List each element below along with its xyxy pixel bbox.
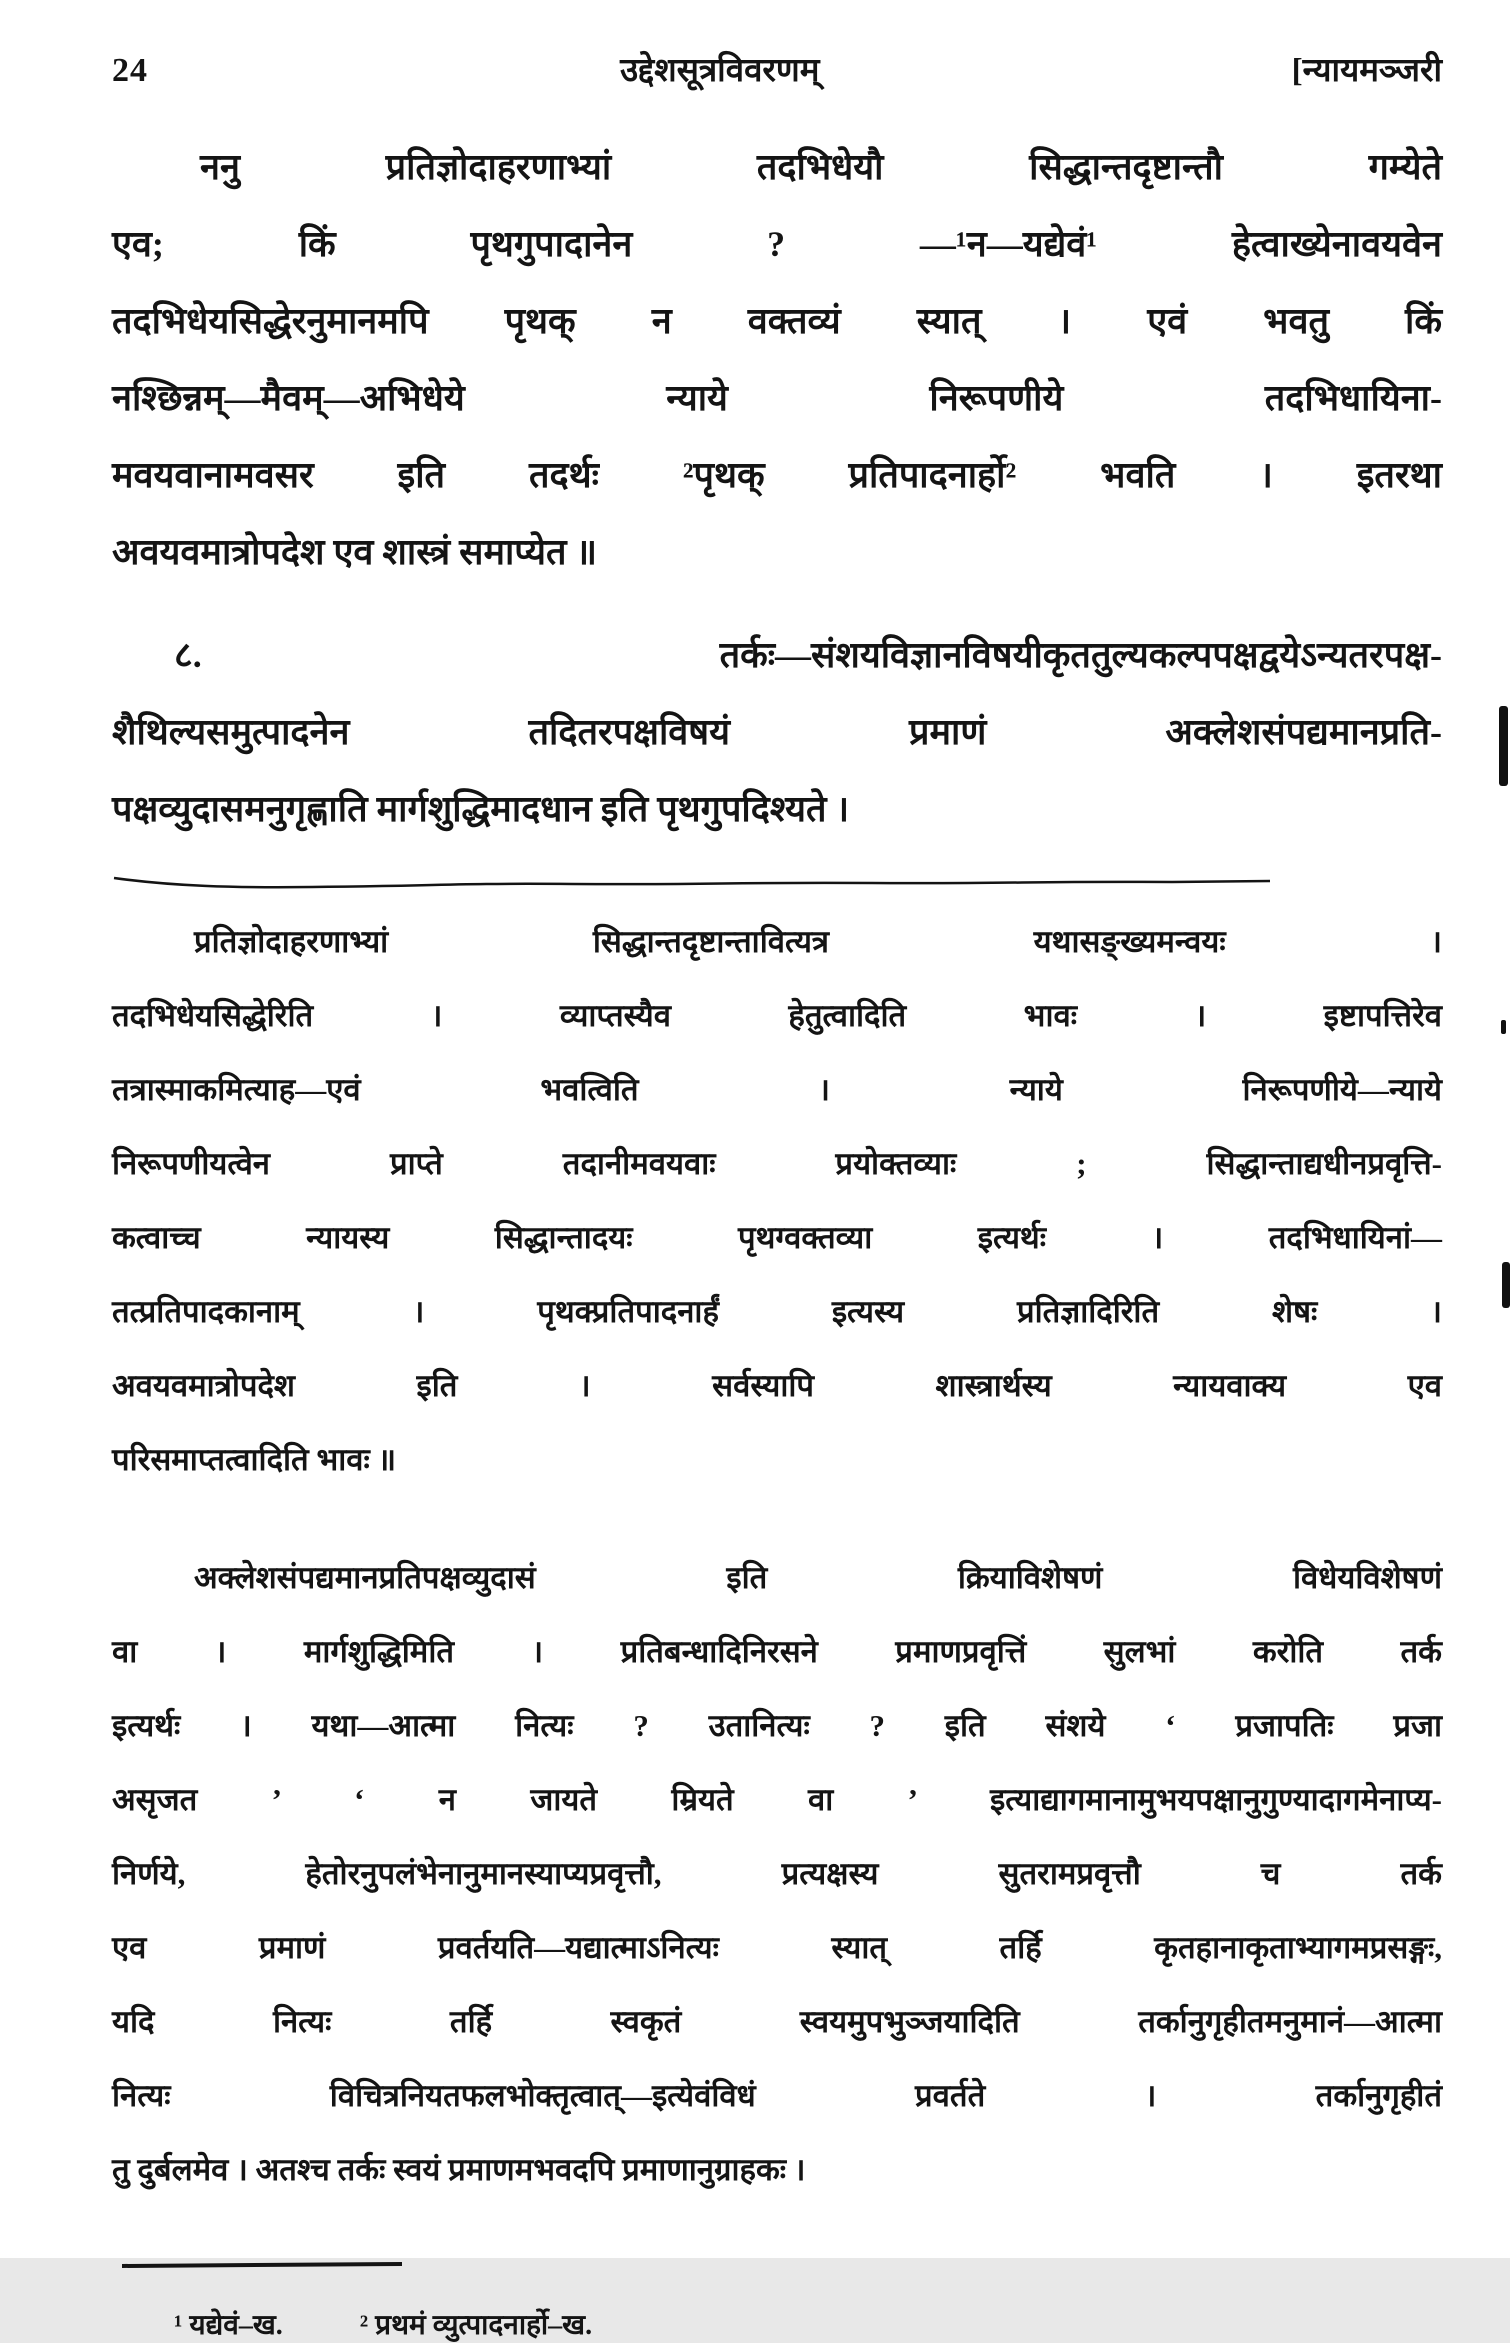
text-line: मवयवानामवसर इति तदर्थः ²पृथक् प्रतिपादनार्हो² भवति । इतरथा xyxy=(112,455,1442,495)
footnotes xyxy=(174,2305,1442,2343)
text-line: तदभिधेयसिद्धेरिति । व्याप्तस्यैव हेतुत्वादिति भावः । इष्टापत्तिरेव xyxy=(112,998,1442,1033)
text-line: शैथिल्यसमुत्पादनेन तदितरपक्षविषयं प्रमाणं अक्लेशसंपद्यमानप्रति- xyxy=(112,712,1442,752)
text-line: अवयवमात्रोपदेश इति । सर्वस्यापि शास्त्रार्थस्य न्यायवाक्य एव xyxy=(112,1368,1442,1403)
text-line: पक्षव्युदासमनुगृह्णाति मार्गशुद्धिमादधान इति पृथगुपदिश्यते । xyxy=(112,789,850,829)
work-title: [न्यायमञ्जरी xyxy=(1291,53,1442,89)
text-line: एव; किं पृथगुपादानेन ? —¹न—यद्येवं¹ हेत्वाख्येनावयवेन xyxy=(112,224,1442,264)
main-text-paragraph-1 xyxy=(112,129,1442,591)
text-line: कत्वाच्च न्यायस्य सिद्धान्तादयः पृथग्वक्तव्या इत्यर्थः । तदभिधायिनां— xyxy=(112,1220,1442,1255)
footnote-2: ² प्रथमं व्युत्पादनार्हो–ख. xyxy=(359,2310,593,2341)
commentary-paragraph-2 xyxy=(112,1541,1442,2207)
section-divider-rule xyxy=(112,874,1442,895)
text-line: निरूपणीयत्वेन प्राप्ते तदानीमवयवाः प्रयोक्तव्याः ; सिद्धान्ताद्यधीनप्रवृत्ति- xyxy=(112,1146,1442,1181)
text-line: अवयवमात्रोपदेश एव शास्त्रं समाप्येत ॥ xyxy=(112,532,598,572)
footnote-rule xyxy=(122,2262,402,2268)
text-line: तु दुर्बलमेव । अतश्च तर्कः स्वयं प्रमाणमभवदपि प्रमाणानुग्राहकः । xyxy=(112,2152,806,2187)
text-line: वा । मार्गशुद्धिमिति । प्रतिबन्धादिनिरसने प्रमाणप्रवृत्तिं सुलभां करोति तर्क xyxy=(112,1634,1442,1669)
scan-artifact xyxy=(1501,1020,1506,1034)
text-line: अक्लेशसंपद्यमानप्रतिपक्षव्युदासं इति क्रियाविशेषणं विधेयविशेषणं xyxy=(194,1560,1442,1595)
text-line: एव प्रमाणं प्रवर्तयति—यद्यात्माऽनित्यः स्यात् तर्हि कृतहानाकृताभ्यागमप्रसङ्गः, xyxy=(112,1930,1442,1965)
page-number: 24 xyxy=(112,52,148,89)
text-line: असृजत ’ ‘ न जायते म्रियते वा ’ इत्याद्यागमानामुभयपक्षानुगुण्यादागमेनाप्य- xyxy=(112,1782,1442,1817)
footnote-1: ¹ यद्येवं–ख. xyxy=(174,2310,283,2341)
scan-artifact xyxy=(1499,706,1508,786)
text-line: परिसमाप्तत्वादिति भावः ॥ xyxy=(112,1442,397,1477)
main-text-paragraph-2-sutra-8 xyxy=(112,617,1442,848)
scan-artifact xyxy=(1502,1262,1510,1308)
page-header xyxy=(112,46,1442,91)
text-line: तत्रास्माकमित्याह—एवं भवत्विति । न्याये निरूपणीये—न्याये xyxy=(112,1072,1442,1107)
text-line: तदभिधेयसिद्धेरनुमानमपि पृथक् न वक्तव्यं स्यात् । एवं भवतु किं xyxy=(112,301,1442,341)
commentary-paragraph-1 xyxy=(112,905,1442,1497)
text-line: नश्छिन्नम्—मैवम्—अभिधेये न्याये निरूपणीये तदभिधायिना- xyxy=(112,378,1442,418)
running-title: उद्देशसूत्रविवरणम् xyxy=(620,53,820,89)
text-line: यदि नित्यः तर्हि स्वकृतं स्वयमुपभुञ्जयादिति तर्कानुगृहीतमनुमानं—आत्मा xyxy=(112,2004,1442,2039)
text-line: ननु प्रतिज्ञोदाहरणाभ्यां तदभिधेयौ सिद्धान्तदृष्टान्तौ गम्येते xyxy=(200,147,1442,187)
text-line: इत्यर्थः । यथा—आत्मा नित्यः ? उतानित्यः ? इति संशये ‘ प्रजापतिः प्रजा xyxy=(112,1708,1442,1743)
text-line: ८. तर्कः—संशयविज्ञानविषयीकृततुल्यकल्पपक्षद्वयेऽन्यतरपक्ष- xyxy=(174,635,1442,675)
text-line: नित्यः विचित्रनियतफलभोक्तृत्वात्—इत्येवंविधं प्रवर्तते । तर्कानुगृहीतं xyxy=(112,2078,1442,2113)
text-line: प्रतिज्ञोदाहरणाभ्यां सिद्धान्तदृष्टान्तावित्यत्र यथासङ्ख्यमन्वयः । xyxy=(194,924,1442,959)
text-line: तत्प्रतिपादकानाम् । पृथक्प्रतिपादनार्हं इत्यस्य प्रतिज्ञादिरिति शेषः । xyxy=(112,1294,1442,1329)
text-line: निर्णये, हेतोरनुपलंभेनानुमानस्याप्यप्रवृत्तौ, प्रत्यक्षस्य सुतरामप्रवृत्तौ च तर्क xyxy=(112,1856,1442,1891)
